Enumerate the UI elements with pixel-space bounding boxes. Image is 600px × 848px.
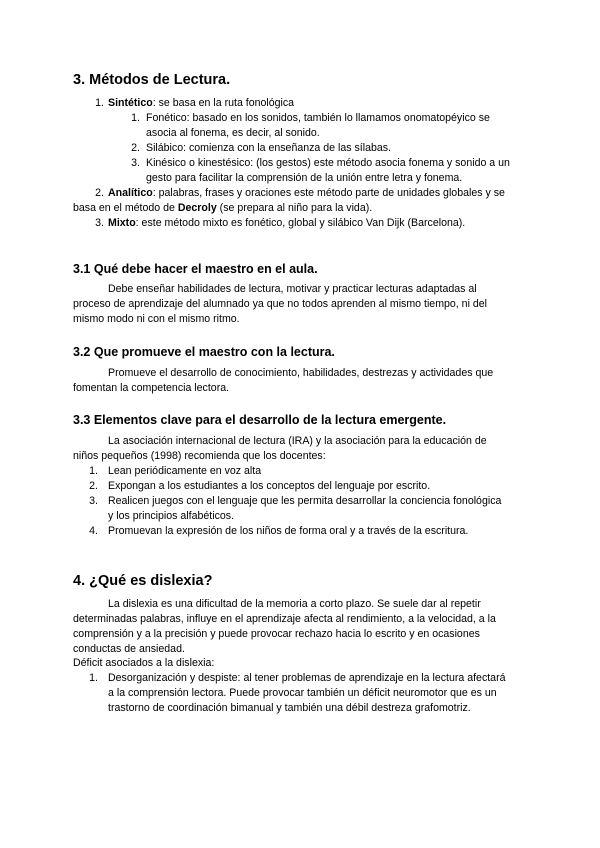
list-number: 3. — [95, 217, 104, 229]
list-item-text: trastorno de coordinación bimanual y también una débil destreza grafomotriz. — [108, 702, 471, 714]
section-3-1-title: 3.1 Qué debe hacer el maestro en el aula. — [73, 262, 318, 276]
list-number: 4. — [89, 525, 98, 537]
list-number: 1. — [89, 465, 98, 477]
list-number: 3. — [89, 495, 98, 507]
sublist-item-text: Fonético: basado en los sonidos, también lo llamamos onomatopéyico se — [146, 112, 490, 124]
section-3-2-title: 3.2 Que promueve el maestro con la lectura. — [73, 345, 335, 359]
section-3-title: 3. Métodos de Lectura. — [73, 72, 231, 88]
list-item-analitico — [108, 186, 505, 202]
list-item-text: Lean periódicamente en voz alta — [108, 465, 262, 477]
sublist-item-text: asocia al fonema, es decir, al sonido. — [146, 127, 320, 139]
list-item-sintetico — [108, 96, 294, 112]
list-number: 2. — [89, 480, 98, 492]
paragraph-line: La dislexia es una dificultad de la memoria a corto plazo. Se suele dar al repetir — [108, 598, 481, 610]
paragraph-line: Promueve el desarrollo de conocimiento, habilidades, destrezas y actividades que — [108, 367, 494, 379]
sublist-number: 1. — [131, 112, 140, 124]
list-item-text: Desorganización y despiste: al tener problemas de aprendizaje en la lectura afectará — [108, 672, 506, 684]
list-item-continuation — [73, 201, 372, 217]
sublist-number: 2. — [131, 142, 140, 154]
term-label: Mixto — [108, 217, 136, 229]
list-number: 2. — [95, 187, 104, 199]
paragraph-line: Déficit asociados a la dislexia: — [73, 657, 215, 669]
term-label: Analítico — [108, 187, 153, 199]
paragraph-line: conductas de ansiedad. — [73, 643, 185, 655]
section-3-3-title: 3.3 Elementos clave para el desarrollo de la lectura emergente. — [73, 413, 447, 427]
term-decroly: Decroly — [177, 202, 217, 214]
list-item-text: Promuevan la expresión de los niños de forma oral y a través de la escritura. — [108, 525, 469, 537]
list-item-text: a la comprensión lectora. Puede provocar también un déficit neuromotor que es un — [108, 687, 497, 699]
sublist-item-text: gesto para facilitar la comprensión de la unión entre letra y fonema. — [146, 172, 463, 184]
paragraph-line: mismo modo ni con el mismo ritmo. — [73, 313, 240, 325]
paragraph-line: niños pequeños (1998) recomienda que los docentes: — [73, 450, 326, 462]
paragraph-line: fomentan la competencia lectora. — [73, 382, 230, 394]
paragraph-line: determinadas palabras, influye en el aprendizaje afecta al rendimiento, a la velocidad, a la — [73, 613, 496, 625]
list-item-text: Realicen juegos con el lenguaje que les permita desarrollar la conciencia fonológica — [108, 495, 502, 507]
list-number: 1. — [89, 672, 98, 684]
text-span: (se prepara al niño para la vida). — [216, 202, 373, 214]
list-item-text: y los principios alfabéticos. — [108, 510, 235, 522]
list-item-mixto — [108, 216, 465, 232]
paragraph-line: proceso de aprendizaje del alumnado ya que no todos aprenden al mismo tiempo, ni del — [73, 298, 488, 310]
list-item-text: Expongan a los estudiantes a los conceptos del lenguaje por escrito. — [108, 480, 431, 492]
paragraph-line: Debe enseñar habilidades de lectura, motivar y practicar lecturas adaptadas al — [108, 283, 477, 295]
sublist-item-text: Kinésico o kinestésico: (los gestos) este método asocia fonema y sonido a un — [146, 157, 510, 169]
sublist-number: 3. — [131, 157, 140, 169]
list-item-text: : se basa en la ruta fonológica — [152, 97, 295, 109]
term-label: Sintético — [108, 97, 153, 109]
list-item-text: : este método mixto es fonético, global y silábico Van Dijk (Barcelona). — [135, 217, 466, 229]
list-number: 1. — [95, 97, 104, 109]
paragraph-line: comprensión y a la precisión y puede provocar rechazo hacia lo escrito y en ocasiones — [73, 628, 480, 640]
paragraph-line: La asociación internacional de lectura (IRA) y la asociación para la educación de — [108, 435, 487, 447]
section-4-title: 4. ¿Qué es dislexia? — [73, 573, 213, 589]
list-item-text: : palabras, frases y oraciones este método parte de unidades globales y se — [152, 187, 505, 199]
sublist-item-text: Silábico: comienza con la enseñanza de las sílabas. — [146, 142, 391, 154]
text-span: basa en el método de — [73, 202, 178, 214]
